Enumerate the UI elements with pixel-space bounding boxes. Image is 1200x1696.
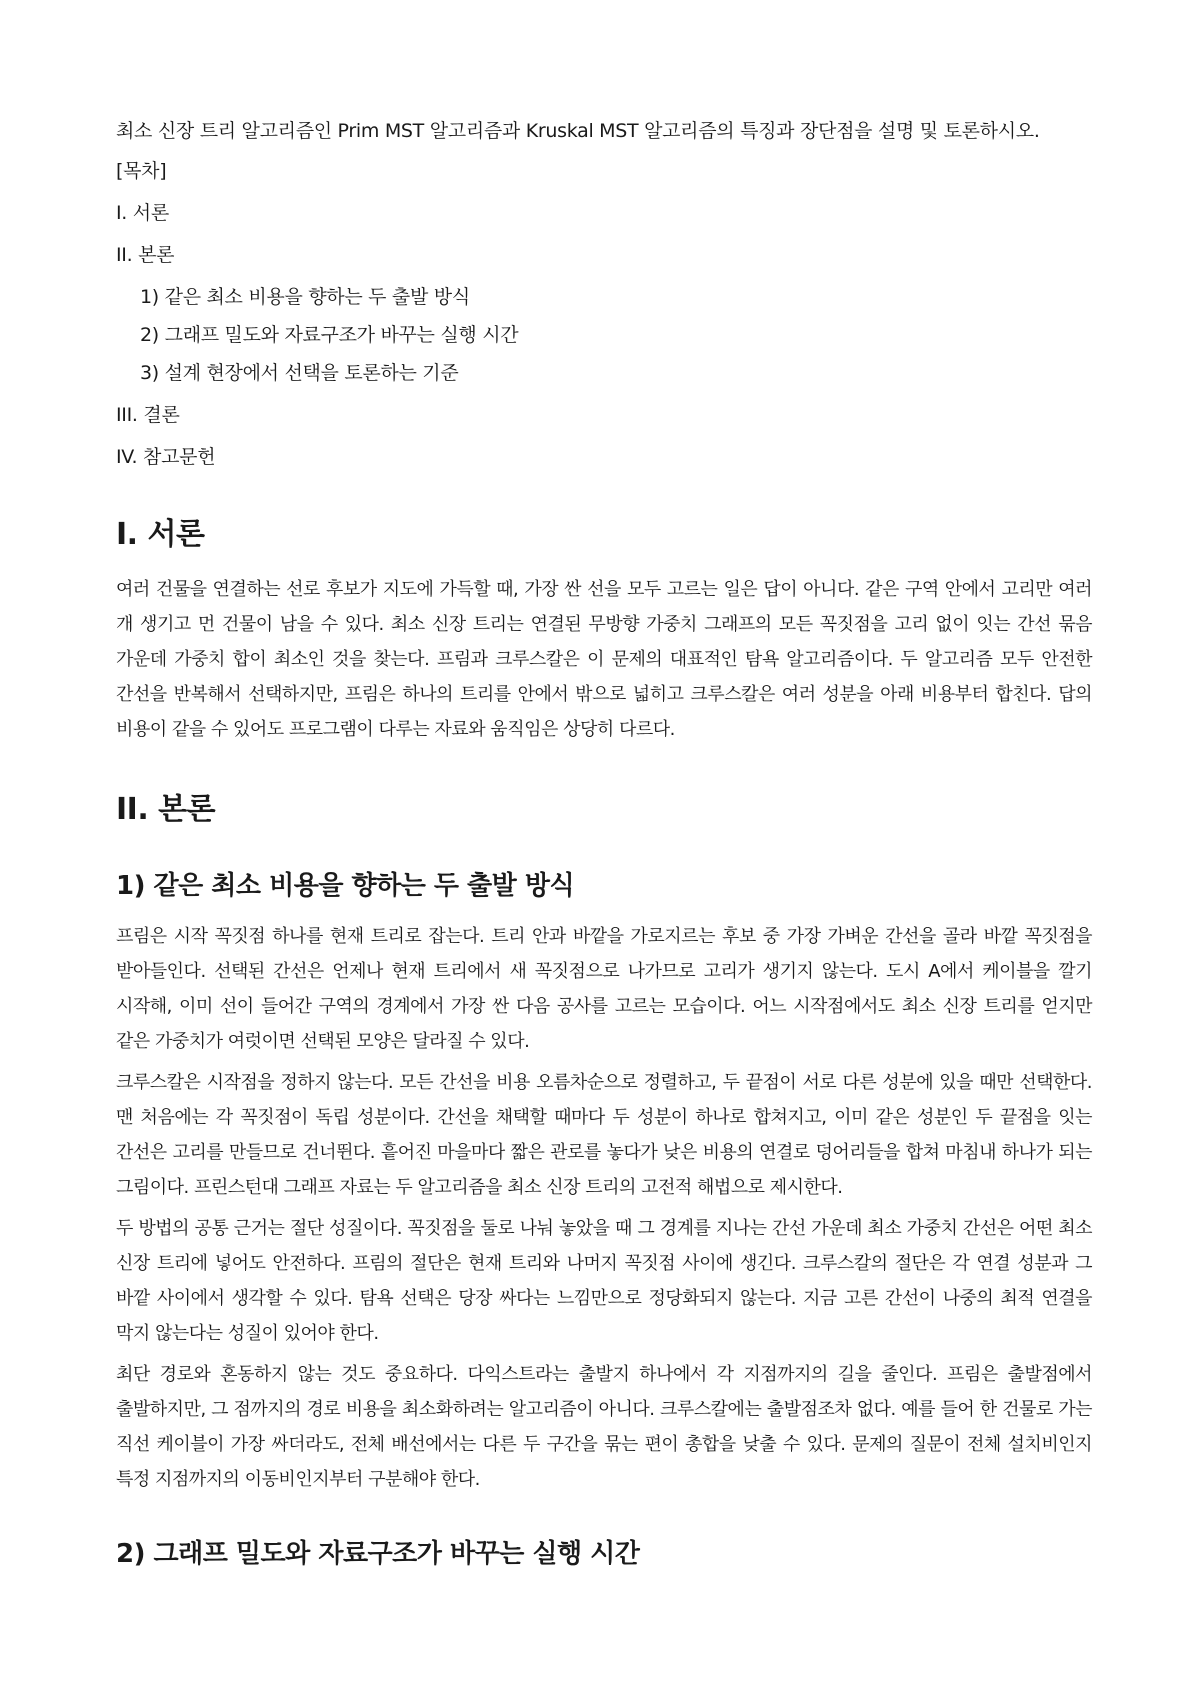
table-of-contents xyxy=(116,156,1092,472)
toc-item-intro: I. 서론 xyxy=(116,202,169,224)
toc-item-body-section-1: 1) 같은 최소 비용을 향하는 두 출발 방식 xyxy=(140,286,470,308)
toc-item-body-section-2: 2) 그래프 밀도와 자료구조가 바꾸는 실행 시간 xyxy=(140,324,519,346)
toc-item-body: II. 본론 xyxy=(116,244,175,266)
section-1-paragraph-4: 최단 경로와 혼동하지 않는 것도 중요하다. 다익스트라는 출발지 하나에서 각 지점까지의 길을 줄인다. 프림은 출발점에서 출발하지만, 그 점까지의 경로 비용을 최소화하려는 알고리즘이 아니다. 크루스칼에는 출발점조차 없다. 예를 들어 한 건물로 가는 직선 케이블이 가장 싸더라도, 전체 배선에서는 다른 두 구간을 묶는 편이 총합을 낮출 수 있다. 문제의 질문이 전체 설치비인지 특정 지점까지의 이동비인지부터 구분해야 한다. xyxy=(116,1364,1092,1490)
section-1-heading: 1) 같은 최소 비용을 향하는 두 출발 방식 xyxy=(116,871,575,901)
assignment-prompt: 최소 신장 트리 알고리즘인 Prim MST 알고리즘과 Kruskal MST 알고리즘의 특징과 장단점을 설명 및 토론하시오. xyxy=(116,120,1040,142)
toc-title: [목차] xyxy=(116,160,167,182)
intro-heading: I. 서론 xyxy=(116,517,205,552)
section-1-paragraph-2: 크루스칼은 시작점을 정하지 않는다. 모든 간선을 비용 오름차순으로 정렬하고, 두 끝점이 서로 다른 성분에 있을 때만 선택한다. 맨 처음에는 각 꼭짓점이 독립 성분이다. 간선을 채택할 때마다 두 성분이 하나로 합쳐지고, 이미 같은 성분인 두 끝점을 잇는 간선은 고리를 만들므로 건너뛴다. 흩어진 마을마다 짧은 관로를 놓다가 낮은 비용의 연결로 덩어리들을 합쳐 마침내 하나가 되는 그림이다. 프린스턴대 그래프 자료는 두 알고리즘을 최소 신장 트리의 고전적 해법으로 제시한다. xyxy=(116,1072,1092,1198)
section-2-heading: 2) 그래프 밀도와 자료구조가 바꾸는 실행 시간 xyxy=(116,1539,640,1569)
toc-item-body-section-3: 3) 설계 현장에서 선택을 토론하는 기준 xyxy=(140,362,459,384)
intro-paragraph: 여러 건물을 연결하는 선로 후보가 지도에 가득할 때, 가장 싼 선을 모두 고르는 일은 답이 아니다. 같은 구역 안에서 고리만 여러 개 생기고 먼 건물이 남을 수 있다. 최소 신장 트리는 연결된 무방향 가중치 그래프의 모든 꼭짓점을 고리 없이 잇는 간선 묶음 가운데 가중치 합이 최소인 것을 찾는다. 프림과 크루스칼은 이 문제의 대표적인 탐욕 알고리즘이다. 두 알고리즘 모두 안전한 간선을 반복해서 선택하지만, 프림은 하나의 트리를 안에서 밖으로 넓히고 크루스칼은 여러 성분을 아래 비용부터 합친다. 답의 비용이 같을 수 있어도 프로그램이 다루는 자료와 움직임은 상당히 다르다. xyxy=(116,579,1092,740)
body-heading: II. 본론 xyxy=(116,792,216,827)
section-1-paragraph-3: 두 방법의 공통 근거는 절단 성질이다. 꼭짓점을 둘로 나눠 놓았을 때 그 경계를 지나는 간선 가운데 최소 가중치 간선은 어떤 최소 신장 트리에 넣어도 안전하다. 프림의 절단은 현재 트리와 나머지 꼭짓점 사이에 생긴다. 크루스칼의 절단은 각 연결 성분과 그 바깥 사이에서 생각할 수 있다. 탐욕 선택은 당장 싸다는 느낌만으로 정당화되지 않는다. 지금 고른 간선이 나중의 최적 연결을 막지 않는다는 성질이 있어야 한다. xyxy=(116,1218,1092,1344)
toc-item-references: IV. 참고문헌 xyxy=(116,446,216,468)
toc-item-conclusion: III. 결론 xyxy=(116,404,180,426)
section-1-paragraph-1: 프림은 시작 꼭짓점 하나를 현재 트리로 잡는다. 트리 안과 바깥을 가로지르는 후보 중 가장 가벼운 간선을 골라 바깥 꼭짓점을 받아들인다. 선택된 간선은 언제나 현재 트리에서 새 꼭짓점으로 나가므로 고리가 생기지 않는다. 도시 A에서 케이블을 깔기 시작해, 이미 선이 들어간 구역의 경계에서 가장 싼 다음 공사를 고르는 모습이다. 어느 시작점에서도 최소 신장 트리를 얻지만 같은 가중치가 여럿이면 선택된 모양은 달라질 수 있다. xyxy=(116,926,1092,1052)
toc-list xyxy=(116,198,1092,472)
